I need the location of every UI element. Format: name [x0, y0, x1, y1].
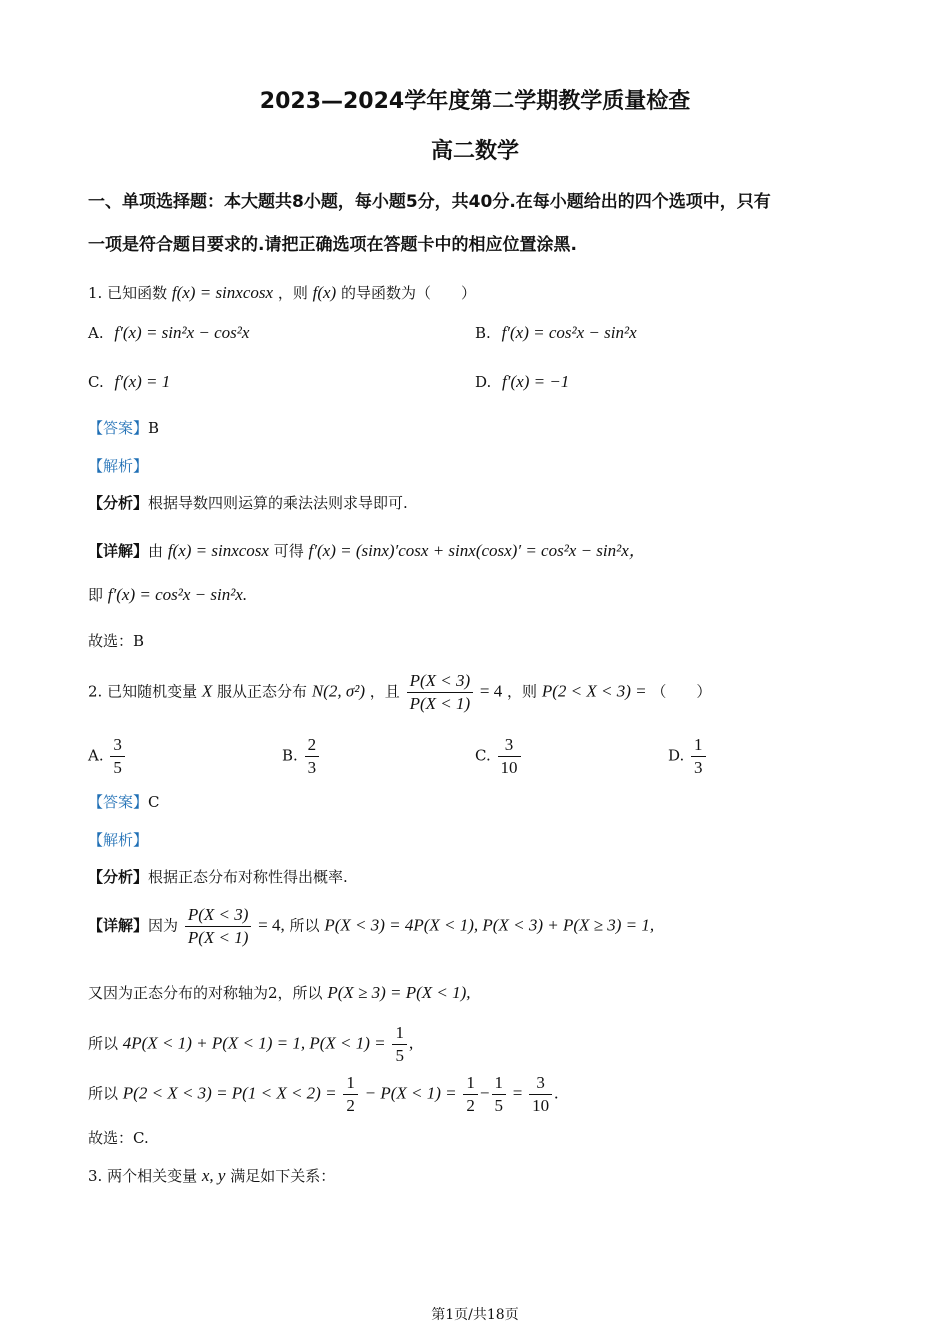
q1-option-c [88, 372, 170, 392]
q2-stem-fraction [407, 670, 474, 715]
q2-line3 [88, 1022, 413, 1067]
q2-stem-text-a: 2. 已知随机变量 [88, 682, 198, 701]
q2-answer [88, 791, 160, 812]
q1-analysis-tag: 【解析】 [88, 457, 149, 475]
q1-option-b-label: B. [475, 324, 491, 342]
q2-detail-fraction [185, 904, 252, 949]
q1-stem [88, 282, 476, 303]
q2-line3-end: , [408, 1033, 414, 1053]
q2-detail-denominator: P(X < 1) [187, 928, 249, 947]
q2-line4-fraction-4 [529, 1072, 552, 1117]
q1-detail-text-a: 由 [148, 542, 164, 560]
q1-option-a [88, 323, 249, 343]
q2-line4-f3-num: 1 [492, 1072, 507, 1095]
q1-stem-text-c: 的导函数为（ ） [340, 284, 476, 302]
q2-stem-text-b: 服从正态分布 [217, 682, 308, 701]
q2-line4-f2-num: 1 [463, 1072, 478, 1095]
q1-fenxi [88, 492, 408, 513]
q2-line4-minus: − [479, 1083, 490, 1103]
q2-option-a-label: A. [88, 746, 104, 765]
q2-option-d [668, 734, 708, 779]
q2-answer-value: C [148, 793, 160, 811]
q2-detail-text-b: 所以 [289, 916, 320, 935]
q1-detail-text-b: 可得 [273, 542, 304, 560]
q2-line4-f4-num: 3 [529, 1072, 552, 1095]
q2-stem-distribution: N(2, σ²) [311, 681, 365, 701]
q2-line4-fraction-3 [492, 1072, 507, 1117]
q1-choose: 故选：B [88, 632, 145, 650]
q2-answer-tag: 【答案】 [88, 793, 149, 811]
q2-line4 [88, 1072, 558, 1117]
q2-line2 [88, 982, 471, 1003]
q2-fenxi [88, 866, 348, 887]
q2-option-d-label: D. [668, 746, 685, 765]
q2-option-c-label: C. [475, 746, 491, 765]
q1-detail-function: f(x) = sinxcosx [167, 541, 269, 560]
q3-stem-variables: x, y [201, 1166, 226, 1185]
q2-option-b-label: B. [282, 746, 298, 765]
q2-option-b [282, 734, 321, 779]
q1-option-d [475, 372, 569, 392]
q2-option-a-fraction [110, 734, 125, 779]
q1-detail2-formula: f′(x) = cos²x − sin²x. [107, 585, 248, 604]
q2-detail-equals: = 4, [258, 915, 285, 935]
q2-line3-formula: 4P(X < 1) + P(X < 1) = 1, P(X < 1) = [122, 1033, 386, 1053]
q2-line3-fraction [392, 1022, 407, 1067]
q2-stem-variable: X [201, 681, 213, 701]
q2-stem-text-e: （ ） [651, 682, 712, 701]
q2-stem-probability: P(2 < X < 3) = [541, 681, 647, 701]
q2-option-b-fraction [305, 734, 320, 779]
q1-answer-tag: 【答案】 [88, 419, 149, 437]
q2-line2-formula: P(X ≥ 3) = P(X < 1), [327, 983, 471, 1002]
q1-detail2-text: 即 [88, 586, 104, 604]
q2-detail [88, 904, 654, 949]
q2-stem-numerator: P(X < 3) [407, 670, 474, 693]
q1-stem-fx: f(x) [312, 283, 337, 302]
q1-option-d-formula: f′(x) = −1 [502, 372, 570, 391]
q2-option-d-fraction [691, 734, 706, 779]
q2-line2-text: 又因为正态分布的对称轴为2，所以 [88, 984, 323, 1002]
q2-line4-formula-a: P(2 < X < 3) = P(1 < X < 2) = [122, 1083, 337, 1103]
q2-line4-f2-den: 2 [466, 1096, 475, 1115]
q2-analysis-tag: 【解析】 [88, 831, 149, 849]
q1-answer-value: B [148, 419, 160, 437]
q1-option-d-label: D. [475, 373, 492, 391]
page-subtitle: 高二数学 [430, 139, 519, 164]
q1-detail [88, 536, 646, 561]
q1-option-b [475, 323, 637, 343]
q1-option-c-label: C. [88, 373, 104, 391]
q3-stem-text-b: 满足如下关系： [230, 1167, 336, 1185]
q2-line4-text: 所以 [88, 1084, 119, 1103]
q2-fenxi-text: 根据正态分布对称性得出概率. [148, 868, 348, 886]
q1-detail-line2 [88, 584, 247, 605]
q1-option-a-label: A. [88, 324, 104, 342]
q2-line4-fraction-2 [463, 1072, 478, 1117]
q2-option-c-fraction [498, 734, 521, 779]
q2-line4-f4-den: 10 [532, 1096, 550, 1115]
q2-line4-fraction-1 [343, 1072, 358, 1117]
q1-fenxi-tag: 【分析】 [88, 494, 149, 512]
q2-stem-text-d: ，则 [507, 682, 538, 701]
page-title: 2023—2024学年度第二学期教学质量检查 [259, 89, 691, 114]
q1-detail-tag: 【详解】 [88, 542, 149, 560]
q2-option-d-den: 3 [694, 758, 703, 777]
q1-option-c-formula: f′(x) = 1 [114, 372, 171, 391]
q2-option-c-den: 10 [500, 758, 518, 777]
q2-stem-denominator: P(X < 1) [409, 694, 471, 713]
q2-option-a-den: 5 [113, 758, 122, 777]
q1-option-b-formula: f′(x) = cos²x − sin²x [501, 323, 637, 342]
page-footer: 第1页/共18页 [431, 1307, 519, 1323]
q2-line4-equals: = [512, 1083, 523, 1103]
q2-detail-text-a: 因为 [148, 916, 179, 935]
q2-line3-text: 所以 [88, 1034, 119, 1053]
section-heading-line1: 一、单项选择题：本大题共8小题，每小题5分，共40分.在每小题给出的四个选项中，只有 [88, 192, 771, 212]
q2-detail-tag: 【详解】 [88, 916, 149, 935]
q1-stem-text-b: ，则 [277, 284, 308, 302]
q2-option-a [88, 734, 127, 779]
q2-line3-num: 1 [392, 1022, 407, 1045]
q2-choose: 故选：C. [88, 1129, 149, 1147]
q2-line4-end: . [554, 1083, 559, 1103]
q2-fenxi-tag: 【分析】 [88, 868, 149, 886]
q2-line4-f1-den: 2 [346, 1096, 355, 1115]
q2-option-b-den: 3 [307, 758, 317, 777]
q1-option-a-formula: f′(x) = sin²x − cos²x [114, 323, 250, 342]
q2-option-a-num: 3 [110, 734, 125, 757]
section-heading-line2: 一项是符合题目要求的.请把正确选项在答题卡中的相应位置涂黑. [88, 235, 577, 255]
q2-option-b-num: 2 [305, 734, 320, 757]
q1-stem-function: f(x) = sinxcosx [171, 283, 274, 302]
q2-line4-f3-den: 5 [494, 1096, 504, 1115]
q2-line3-den: 5 [395, 1046, 404, 1065]
q2-stem-text-c: ，且 [369, 682, 400, 701]
q3-stem-text-a: 3. 两个相关变量 [88, 1167, 198, 1185]
q1-answer [88, 417, 159, 438]
q1-stem-text-a: 1. 已知函数 [88, 284, 168, 302]
q2-option-c-num: 3 [498, 734, 521, 757]
q1-fenxi-text: 根据导数四则运算的乘法法则求导即可. [148, 494, 408, 512]
q2-line4-formula-b: − P(X < 1) = [364, 1083, 457, 1103]
q2-detail-equation: P(X < 3) = 4P(X < 1), P(X < 3) + P(X ≥ 3) = 1, [324, 915, 655, 935]
q2-stem-equals: = 4 [479, 681, 503, 701]
q2-line4-f1-num: 1 [343, 1072, 358, 1095]
q2-option-d-num: 1 [691, 734, 706, 757]
q2-detail-numerator: P(X < 3) [185, 904, 252, 927]
q2-stem [88, 670, 711, 715]
q1-detail-derivation: f′(x) = (sinx)′cosx + sinx(cosx)′ = cos²x − sin²x， [308, 541, 646, 560]
q3-stem [88, 1165, 335, 1186]
q2-option-c [475, 734, 523, 779]
